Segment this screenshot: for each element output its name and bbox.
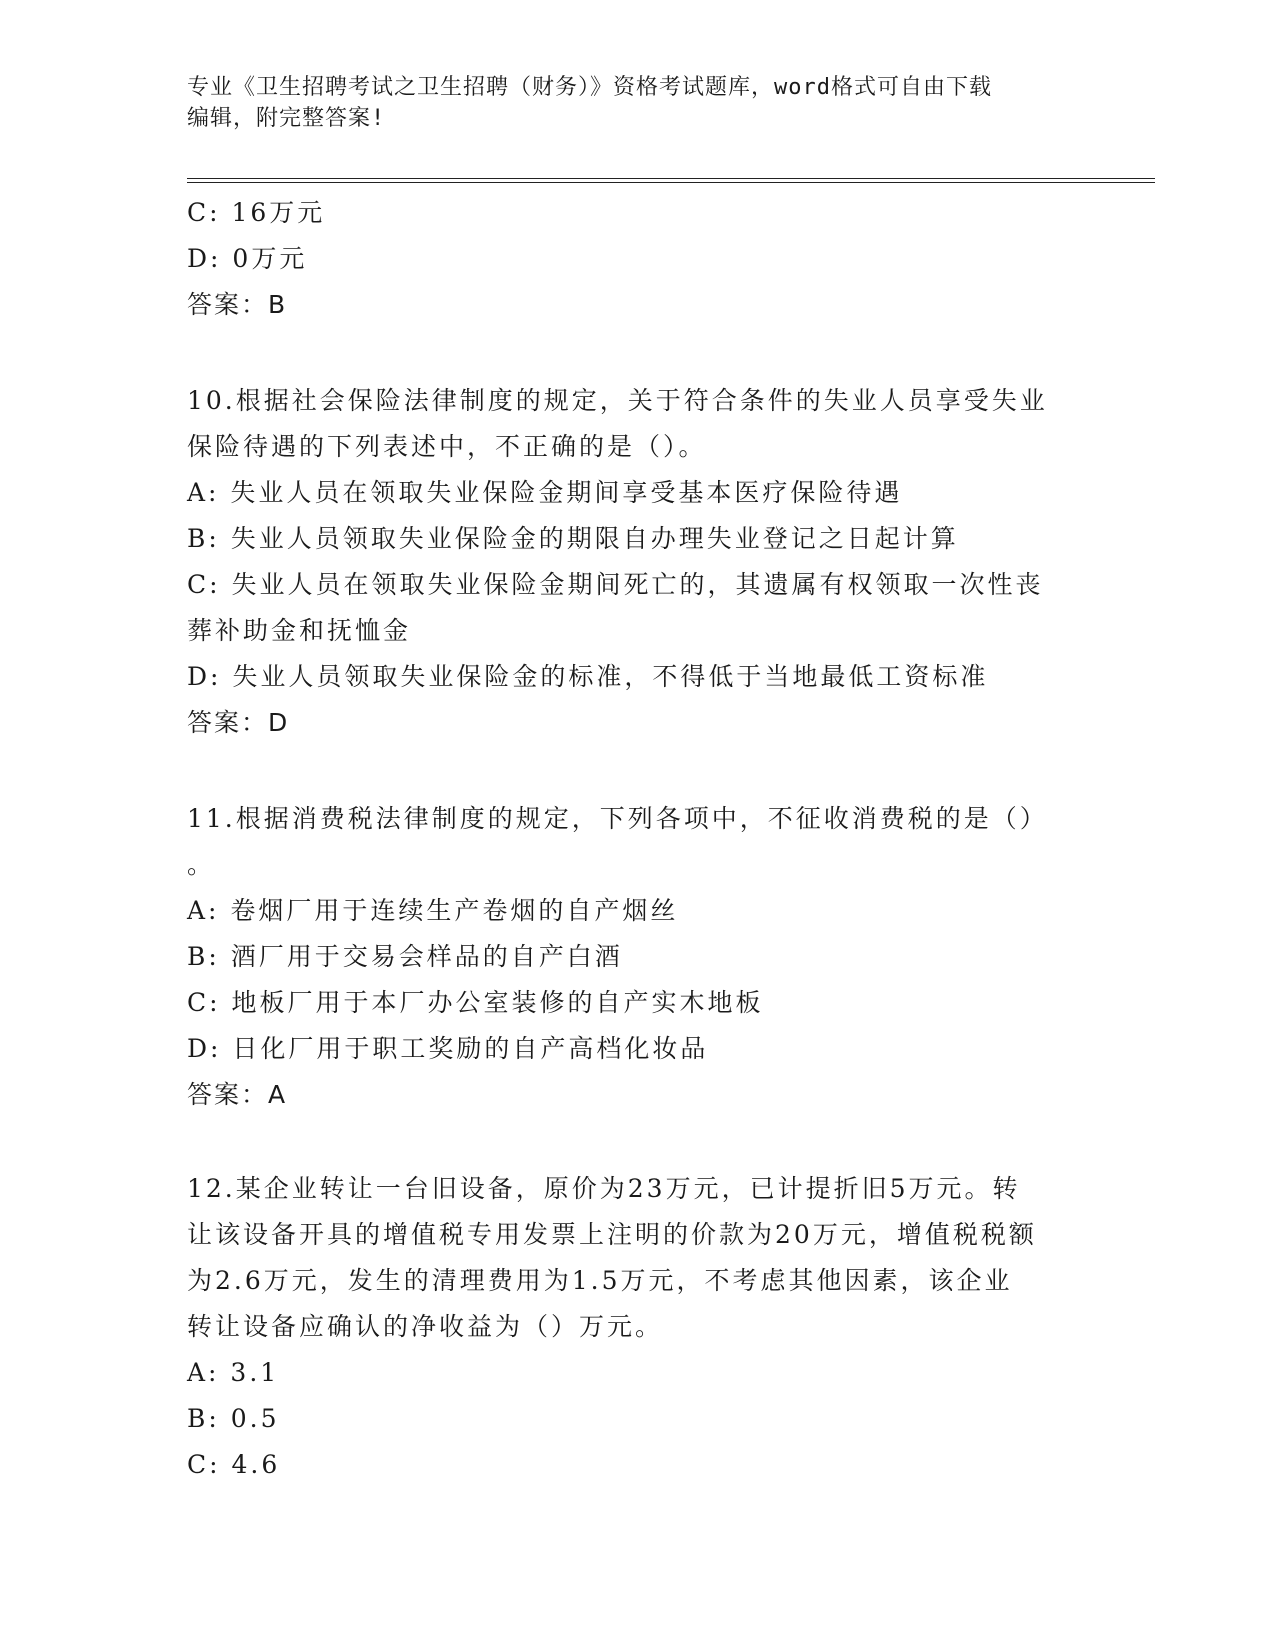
question-stem-line: 让该设备开具的增值税专用发票上注明的价款为20万元，增值税税额 bbox=[187, 1220, 1037, 1249]
question-9-continued bbox=[187, 190, 1087, 328]
question-list bbox=[187, 190, 1087, 1488]
spacer bbox=[187, 746, 1087, 796]
option-d: D: 日化厂用于职工奖励的自产高档化妆品 bbox=[187, 1034, 709, 1063]
option-d: D: 0万元 bbox=[187, 244, 308, 273]
question-11 bbox=[187, 796, 1087, 1118]
question-stem-line: 10.根据社会保险法律制度的规定，关于符合条件的失业人员享受失业 bbox=[187, 386, 1048, 415]
option-b: B: 酒厂用于交易会样品的自产白酒 bbox=[187, 942, 623, 971]
question-stem-line: 转让设备应确认的净收益为（）万元。 bbox=[187, 1312, 664, 1341]
header-title-line-1: 专业《卫生招聘考试之卫生招聘（财务）》资格考试题库，word格式可自由下载 bbox=[187, 75, 992, 100]
spacer bbox=[187, 1118, 1087, 1166]
question-stem-line: 12.某企业转让一台旧设备，原价为23万元，已计提折旧5万元。转 bbox=[187, 1174, 1021, 1203]
option-b: B: 失业人员领取失业保险金的期限自办理失业登记之日起计算 bbox=[187, 524, 959, 553]
answer-line: 答案：B bbox=[187, 290, 288, 319]
option-c: C: 地板厂用于本厂办公室装修的自产实木地板 bbox=[187, 988, 764, 1017]
option-c: C: 失业人员在领取失业保险金期间死亡的，其遗属有权领取一次性丧 bbox=[187, 570, 1044, 599]
option-c: C: 4.6 bbox=[187, 1450, 281, 1479]
option-a: A: 失业人员在领取失业保险金期间享受基本医疗保险待遇 bbox=[187, 478, 903, 507]
option-c-continued: 葬补助金和抚恤金 bbox=[187, 616, 412, 645]
option-a: A: 卷烟厂用于连续生产卷烟的自产烟丝 bbox=[187, 896, 679, 925]
answer-line: 答案：A bbox=[187, 1080, 288, 1109]
question-stem-line: 11.根据消费税法律制度的规定，下列各项中，不征收消费税的是（） bbox=[187, 804, 1048, 833]
document-header bbox=[187, 72, 1067, 134]
header-divider bbox=[187, 178, 1155, 183]
header-title-line-2: 编辑，附完整答案! bbox=[187, 106, 386, 131]
question-10 bbox=[187, 378, 1087, 746]
question-stem-line: 。 bbox=[187, 850, 216, 879]
spacer bbox=[187, 328, 1087, 378]
question-stem-line: 保险待遇的下列表述中，不正确的是（）。 bbox=[187, 432, 707, 461]
option-d: D: 失业人员领取失业保险金的标准，不得低于当地最低工资标准 bbox=[187, 662, 989, 691]
option-b: B: 0.5 bbox=[187, 1404, 280, 1433]
option-a: A: 3.1 bbox=[187, 1358, 280, 1387]
question-12 bbox=[187, 1166, 1087, 1488]
option-c: C: 16万元 bbox=[187, 198, 326, 227]
question-stem-line: 为2.6万元，发生的清理费用为1.5万元，不考虑其他因素，该企业 bbox=[187, 1266, 1013, 1295]
answer-line: 答案：D bbox=[187, 708, 290, 737]
